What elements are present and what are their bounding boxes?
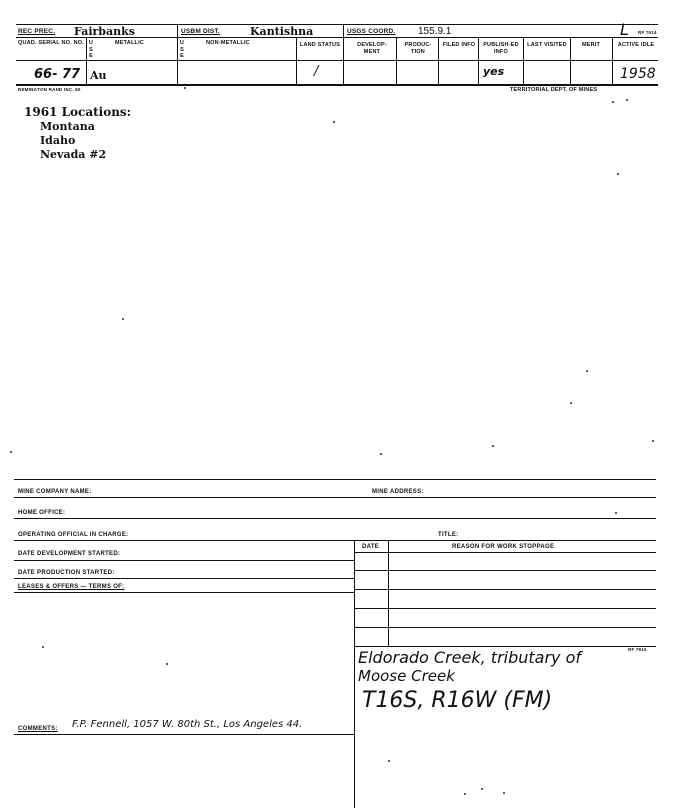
- handwritten-line-3: T16S, R16W (FM): [362, 688, 553, 713]
- row-metallic: Au: [90, 69, 107, 82]
- row-quad-serial: 66- 77: [34, 67, 81, 82]
- col-active-idle: ACTIVE IDLE: [617, 42, 655, 48]
- col-use-2: U S E: [179, 40, 185, 59]
- location-item: Montana: [40, 120, 95, 133]
- leases-offers-label: LEASES & OFFERS — TERMS OF:: [18, 584, 125, 590]
- handwritten-line-1: Eldorado Creek, tributary of: [358, 648, 582, 667]
- usgs-coord-value: 155.9.1: [418, 26, 452, 37]
- date-development-label: DATE DEVELOPMENT STARTED:: [18, 551, 121, 557]
- col-filed-info: FILED INFO: [442, 42, 476, 48]
- usbm-dist-value: Kantishna: [250, 25, 314, 38]
- home-office-label: HOME OFFICE:: [18, 510, 66, 516]
- location-item: Nevada #2: [40, 148, 107, 161]
- col-use-1: U S E: [88, 40, 94, 59]
- title-label: TITLE:: [438, 532, 459, 538]
- printer-mark: REMINGTON RAND INC. 50: [18, 87, 81, 92]
- col-development: DEVELOP-MENT: [357, 42, 387, 55]
- col-merit: MERIT: [581, 42, 601, 48]
- usbm-dist-label: USBM DIST.: [181, 28, 220, 35]
- mine-company-label: MINE COMPANY NAME:: [18, 489, 92, 495]
- row-active-idle: 1958: [620, 66, 656, 82]
- rec-prec-label: REC PREC.: [18, 28, 56, 35]
- col-metallic: METALLIC: [115, 40, 144, 46]
- date-production-label: DATE PRODUCTION STARTED:: [18, 570, 115, 576]
- col-production: PRODUC-TION: [404, 42, 432, 55]
- comments-value: F.P. Fennell, 1057 W. 80th St., Los Angeles 44.: [72, 719, 303, 730]
- territorial-dept: TERRITORIAL DEPT. OF MINES: [510, 87, 598, 93]
- row-published-info: yes: [483, 65, 505, 78]
- reason-column-header: REASON FOR WORK STOPPAGE: [452, 544, 555, 550]
- location-item: Idaho: [40, 134, 76, 147]
- col-non-metallic: NON-METALLIC: [206, 40, 250, 46]
- mine-address-label: MINE ADDRESS:: [372, 489, 424, 495]
- corner-mark: L: [620, 20, 629, 39]
- usgs-coord-label: USGS COORD.: [347, 28, 396, 35]
- date-column-header: DATE: [362, 544, 380, 550]
- form-number: RF 7914: [638, 30, 657, 35]
- col-published-info: PUBLISH-ED INFO: [483, 42, 519, 55]
- rec-prec-value: Fairbanks: [74, 25, 135, 38]
- handwritten-line-2: Moose Creek: [358, 667, 455, 685]
- col-quad-serial: QUAD. SERIAL NO. NO.: [18, 40, 84, 46]
- col-last-visited: LAST VISITED: [527, 42, 567, 48]
- col-land-status: LAND STATUS: [299, 42, 341, 48]
- locations-heading: 1961 Locations:: [24, 105, 132, 119]
- form-number-2: RF 7915: [628, 647, 647, 652]
- comments-label: COMMENTS:: [18, 726, 58, 732]
- row-land-status: /: [314, 64, 319, 79]
- operating-official-label: OPERATING OFFICIAL IN CHARGE:: [18, 532, 129, 538]
